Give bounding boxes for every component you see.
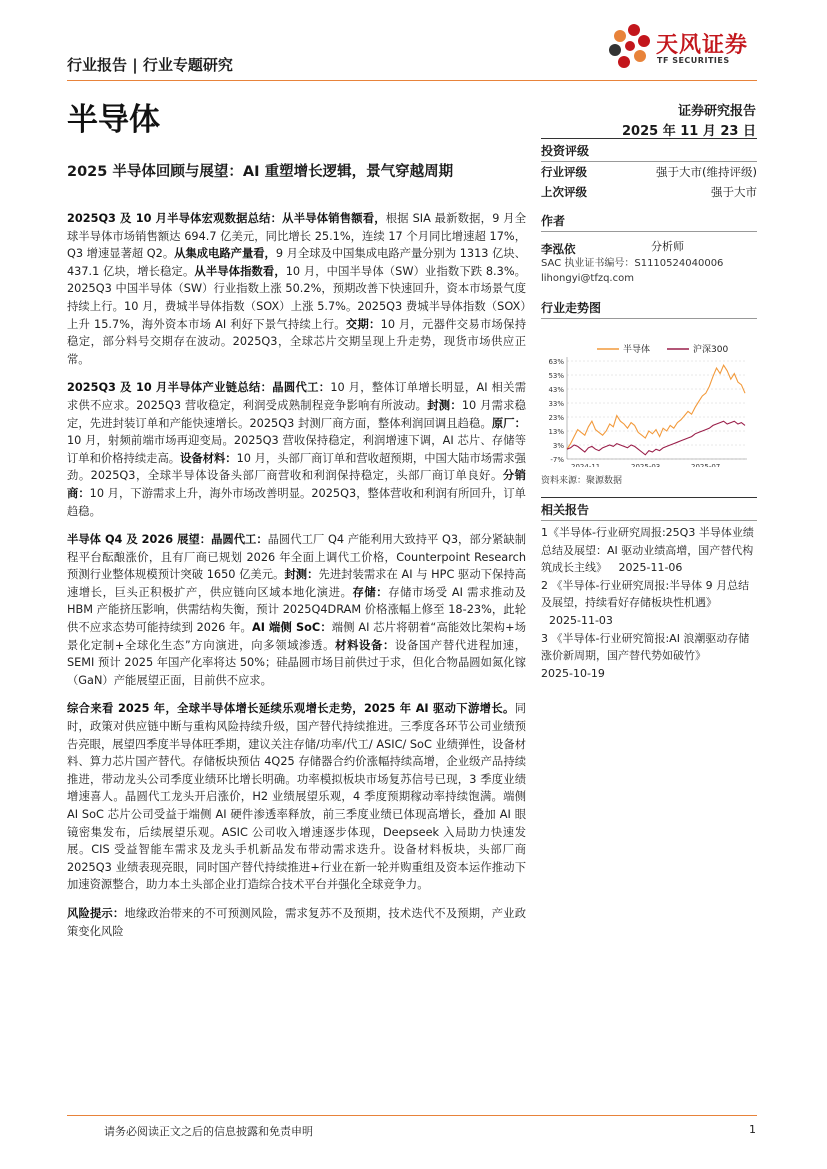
text: 10 月，下游需求上升，海外市场改善明显。2025Q3，整体营收和利润有所回升，订单趋稳。: [67, 486, 526, 518]
text: 9 月全球及中国集成电路产量分别为 1313 亿块、437.1 亿块，增长稳定。: [67, 247, 526, 278]
text: 设备国产替代进程加速，SEMI 预计 2025 年国产化率将达 50%；硅晶圆市场目前供过于求，但化合物晶圆如氮化镓（GaN）产能展望正面，目前供不应求。: [67, 638, 526, 687]
related-reports-block: [541, 497, 757, 682]
y-tick-label: 63%: [548, 358, 564, 366]
text: 10 月，中国半导体（SW）业指数下跌 8.3%。2025Q3 中国半导体（SW）行业指数上涨 50.2%，预期改善下快速回升，资本市场景气度持续上行。10 月，费城半导体指数（SOX）上涨 5.7%。2025Q3 费城半导体指数（SOX）上升 15.7%，海外资本市场 AI 利好下景气持续上行。: [67, 264, 526, 331]
text: 先进封装需求在 AI 与 HPC 驱动下保持高速增长，巨头正积极扩产，供应链向区域本地化演进。: [67, 568, 526, 599]
page-number: 1: [749, 1123, 756, 1136]
x-tick-label: 2025-07: [691, 463, 721, 467]
related-heading: 相关报告: [541, 503, 590, 517]
series-line-半导体: [567, 365, 745, 449]
text: 晶圆代工厂 Q4 产能利用大致持平 Q3，部分紧缺制程平台酝酿涨价，且有厂商已规划 2026 年全面上调代工价格，Counterpoint Research 预测行业整体规模预计突破 1650 亿美元。: [67, 533, 526, 582]
paragraph-risk: [67, 905, 526, 940]
footer-disclaimer[interactable]: 请务必阅读正文之后的信息披露和免责申明: [104, 1125, 313, 1138]
industry-rating-label: 行业评级: [541, 165, 587, 179]
footer-divider: [67, 1115, 757, 1116]
lead: 存储：: [352, 585, 389, 599]
lead: 封测：: [284, 568, 319, 582]
report-label: 证券研究报告: [677, 104, 756, 119]
y-tick-label: -7%: [550, 456, 564, 464]
text: 10 月，元器件交易市场保持稳定，部分料号交期存在波动。2025Q3，全球芯片交期呈现上升走势，现货市场供应正常。: [67, 317, 526, 366]
y-tick-label: 53%: [548, 372, 564, 380]
trend-chart: [541, 319, 757, 467]
related-report-title: 2 《半导体-行业研究周报:半导体 9 月总结及展望，持续看好存储板块性机遇》: [541, 578, 750, 610]
lead: 原厂：: [491, 416, 526, 430]
paragraph-outlook: [67, 531, 526, 689]
report-date: 2025 年 11 月 23 日: [622, 124, 756, 139]
lead: 2025Q3 及 10 月半导体宏观数据总结：从半导体销售额看，: [67, 212, 386, 225]
lead: 综合来看 2025 年，全球半导体增长延续乐观增长走势，2025 年 AI 驱动下游增长。: [67, 702, 515, 716]
trend-chart-block: [541, 299, 757, 486]
y-tick-label: 33%: [548, 400, 564, 408]
text: 10 月，射频前端市场再迎变局。2025Q3 营收保持稳定，利润增速下调，AI 芯片、存储等订单和价格持续走高。: [67, 434, 526, 465]
related-report-title: 3 《半导体-行业研究简报:AI 浪潮驱动存储涨价新周期，国产替代势如破竹》: [541, 631, 750, 663]
related-report-title: 1《半导体-行业研究周报:25Q3 半导体业绩总结及展望：AI 驱动业绩高增，国产替代构筑成长主线》: [541, 526, 754, 575]
text: 10 月，头部厂商订单和营收超预期，中国大陆市场需求强劲。2025Q3，全球半导体设备头部厂商营收和利润保持稳定，头部厂商订单良好。: [67, 451, 526, 483]
x-tick-label: 2024-11: [571, 463, 601, 467]
rating-block: [541, 138, 757, 202]
lead: 2025Q3 及 10 月半导体产业链总结：晶圆代工：: [67, 381, 331, 395]
text: 地缘政治带来的不可预测风险，需求复苏不及预期，技术迭代不及预期，产业政策变化风险: [67, 906, 526, 938]
report-type: 行业报告 | 行业专题研究: [67, 56, 233, 74]
text: 存储市场受 AI 需求推动及 HBM 产能挤压影响，供需结构失衡，预计 2025Q4DRAM 价格涨幅上修至 18-23%，此轮供不应求态势可能持续到 2026 年。: [67, 585, 526, 635]
author-email[interactable]: lihongyi@tfzq.com: [541, 273, 634, 284]
lead: 封测：: [427, 398, 462, 412]
author-heading: 作者: [541, 214, 566, 228]
author-name-row: [541, 238, 757, 256]
lead: 交期：: [345, 317, 381, 331]
text: 端侧 AI 芯片将朝着“高能效比架构+场景化定制+全球化生态”方向演进，向多领域渗透。: [67, 621, 526, 652]
sector-title: 半导体: [67, 102, 160, 138]
industry-rating-row: [541, 162, 757, 182]
author-block: [541, 212, 757, 286]
author-role: 分析师: [651, 240, 684, 253]
divider: [541, 520, 757, 521]
related-report-date: 2025-11-03: [549, 613, 613, 627]
text: 同时，政策对供应链中断与重构风险持续升级，国产替代持续推进。三季度各环节公司业绩预告亮眼，展望四季度半导体旺季期，建议关注存储/功率/代工/ ASIC/ SoC 业绩弹性，设备材料、算力芯片国产替代。存储板块预估 4Q25 存储器合约价涨幅持续高增，企业级产品持续推进，带动龙头公司季度业绩环比增长明确。功率模拟板块市场复苏信号已现，3 季度业绩增速喜人。晶圆代工龙头开启涨价，H2 业绩展望乐观，4 季度预期稼动率持续饱满。端侧 AI SoC 芯片公司受益于端侧 AI 硬件渗透率释放，前三季度业绩已体现高增长，叠加 AI 眼镜密集发布，后续展望乐观。ASIC 公司收入增速逐步体现，Deepseek 入局助力快速发展。CIS 受益智能车需求及龙头手机新品发布带动需求迭升。设备材料板块，头部厂商 2025Q3 业绩表现亮眼，同时国产替代持续推进+行业在新一轮并购重组及资本运作推动下加速资源整合，助力本土头部企业打造综合技术平台并强化全球竞争力。: [67, 702, 526, 892]
related-report-3[interactable]: [541, 630, 757, 683]
related-report-2[interactable]: [541, 577, 757, 630]
lead: 从半导体指数看，: [194, 264, 286, 278]
y-tick-label: 3%: [552, 442, 564, 450]
industry-rating-value: 强于大市(维持评级): [656, 165, 757, 179]
lead: 设备材料：: [180, 451, 237, 465]
lead: 风险提示：: [67, 906, 125, 920]
text: 根据 SIA 最新数据，9 月全球半导体市场销售额达 694.7 亿美元，同比增长 25.1%，连续 17 个月同比增速超 17%，Q3 增速显著超 Q2。: [67, 212, 526, 261]
tf-flower-logo-icon: [606, 22, 654, 72]
report-title: 2025 半导体回顾与展望：AI 重塑增长逻辑，景气穿越周期: [67, 164, 454, 180]
main-body: [67, 210, 526, 951]
author-name: 李泓依: [541, 242, 576, 256]
lead: 从集成电路产量看，: [174, 247, 276, 261]
x-tick-label: 2025-03: [631, 463, 661, 467]
text: 10 月需求稳定，先进封装订单和产能快速增长。2025Q3 封测厂商方面，整体利润回调且趋稳。: [67, 398, 526, 430]
paragraph-summary: [67, 700, 526, 894]
brand-logo: [606, 22, 766, 72]
lead: 材料设备：: [335, 638, 395, 652]
chart-heading: 行业走势图: [541, 301, 602, 315]
lead: AI 端侧 SoC：: [252, 621, 332, 635]
lead: 半导体 Q4 及 2026 展望：晶圆代工：: [67, 533, 268, 547]
related-report-1[interactable]: [541, 524, 757, 577]
divider: [541, 231, 757, 232]
lead: 分销商：: [67, 469, 526, 500]
paragraph-chain: [67, 379, 526, 520]
chart-source: 资料来源：聚源数据: [541, 476, 623, 486]
rating-heading: 投资评级: [541, 144, 590, 158]
brand-name: 天风证券: [656, 33, 749, 58]
author-cert: SAC 执业证书编号：S1110524040006: [541, 258, 724, 269]
brand-name-en: TF SECURITIES: [657, 56, 730, 65]
header-divider: [67, 80, 757, 81]
related-report-date: 2025-11-06: [618, 561, 683, 575]
prev-rating-row: [541, 182, 757, 202]
legend-label: 半导体: [623, 345, 651, 355]
y-tick-label: 13%: [548, 428, 564, 436]
y-tick-label: 23%: [548, 414, 564, 422]
text: 10 月，整体订单增长明显，AI 相关需求供不应求。2025Q3 营收稳定，利润受成熟制程竞争影响有所波动。: [67, 381, 526, 412]
paragraph-macro: [67, 210, 526, 368]
related-report-date: 2025-10-19: [541, 666, 605, 680]
legend-label: 沪深300: [693, 345, 729, 355]
prev-rating-label: 上次评级: [541, 185, 587, 199]
prev-rating-value: 强于大市: [711, 185, 757, 199]
y-tick-label: 43%: [548, 386, 564, 394]
